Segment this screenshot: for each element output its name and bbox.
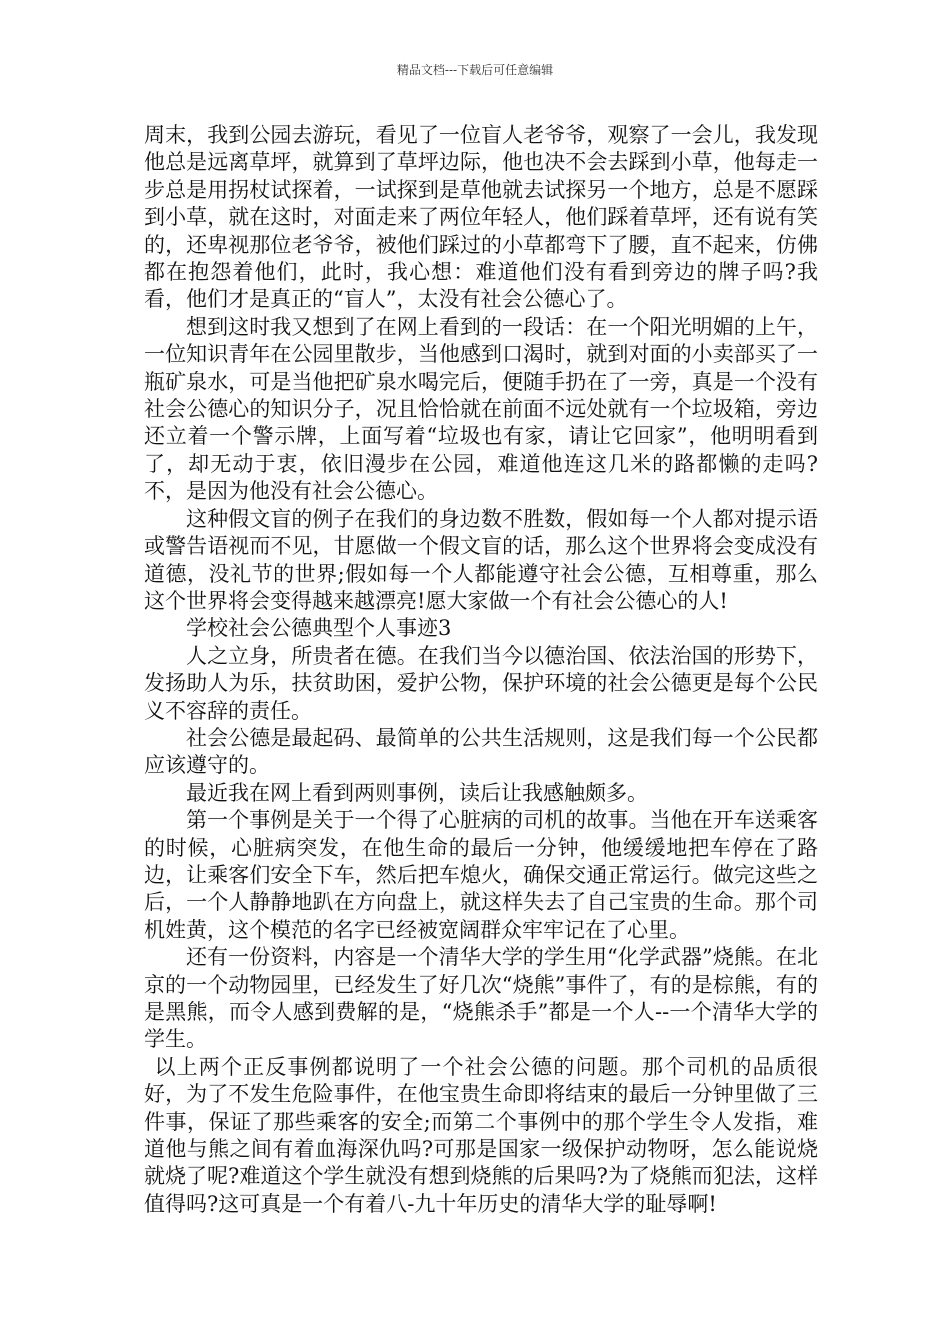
paragraph-7: 第一个事例是关于一个得了心脏病的司机的故事。当他在开车送乘客的时候，心脏病突发，在他生命的最后一分钟，他缓缓地把车停在了路边，让乘客们安全下车，然后把车熄火，确保交通正常运行。做完这些之后，一个人静静地趴在方向盘上，就这样失去了自己宝贵的生命。那个司机姓黄，这个模范的名字已经被宽阔群众牢牢记在了心里。 [144, 808, 818, 942]
section-heading: 学校社会公德典型个人事迹3 [186, 616, 452, 641]
paragraph-8: 还有一份资料，内容是一个清华大学的学生用“化学武器”烧熊。在北京的一个动物园里，已经发生了好几次“烧熊”事件了，有的是棕熊，有的是黑熊，而令人感到费解的是，“烧熊杀手”都是一个人--一个清华大学的学生。 [144, 945, 818, 1052]
paragraph-1: 周末，我到公园去游玩，看见了一位盲人老爷爷，观察了一会儿，我发现他总是远离草坪，就算到了草坪边际，他也决不会去踩到小草，他每走一步总是用拐杖试探着，一试探到是草他就去试探另一个地方，总是不愿踩到小草，就在这时，对面走来了两位年轻人，他们踩着草坪，还有说有笑的，还卑视那位老爷爷，被他们踩过的小草都弯下了腰，直不起来，仿佛都在抱怨着他们，此时，我心想：难道他们没有看到旁边的牌子吗?我看，他们才是真正的“盲人”，太没有社会公德心了。 [144, 123, 818, 312]
paragraph-2: 想到这时我又想到了在网上看到的一段话：在一个阳光明媚的上午，一位知识青年在公园里散步，当他感到口渴时，就到对面的小卖部买了一瓶矿泉水，可是当他把矿泉水喝完后，便随手扔在了一旁，真是一个没有社会公德心的知识分子，况且恰恰就在前面不远处就有一个垃圾箱，旁边还立着一个警示牌，上面写着“垃圾也有家，请让它回家”，他明明看到了，却无动于衷，依旧漫步在公园，难道他连这几米的路都懒的走吗?不，是因为他没有社会公德心。 [144, 314, 818, 504]
paragraph-9: 以上两个正反事例都说明了一个社会公德的问题。那个司机的品质很好，为了不发生危险事件，在他宝贵生命即将结束的最后一分钟里做了三件事，保证了那些乘客的安全;而第二个事例中的那个学生令人发指，难道他与熊之间有着血海深仇吗?可那是国家一级保护动物呀，怎么能说烧就烧了呢?难道这个学生就没有想到烧熊的后果吗?为了烧熊而犯法，这样值得吗?这可真是一个有着八-九十年历史的清华大学的耻辱啊! [144, 1054, 818, 1216]
paragraph-3: 这种假文盲的例子在我们的身边数不胜数，假如每一个人都对提示语或警告语视而不见，甘愿做一个假文盲的话，那么这个世界将会变成没有道德，没礼节的世界;假如每一个人都能遵守社会公德，互相尊重，那么这个世界将会变得越来越漂亮!愿大家做一个有社会公德心的人! [144, 506, 818, 613]
document-body [144, 122, 818, 1218]
paragraph-6: 最近我在网上看到两则事例，读后让我感触颇多。 [186, 780, 648, 805]
paragraph-5: 社会公德是最起码、最简单的公共生活规则，这是我们每一个公民都应该遵守的。 [144, 725, 818, 778]
page-header: 精品文档---下载后可任意编辑 [396, 63, 554, 77]
paragraph-4: 人之立身，所贵者在德。在我们当今以德治国、依法治国的形势下，发扬助人为乐，扶贫助困，爱护公物，保护环境的社会公德更是每个公民义不容辞的责任。 [144, 643, 818, 723]
